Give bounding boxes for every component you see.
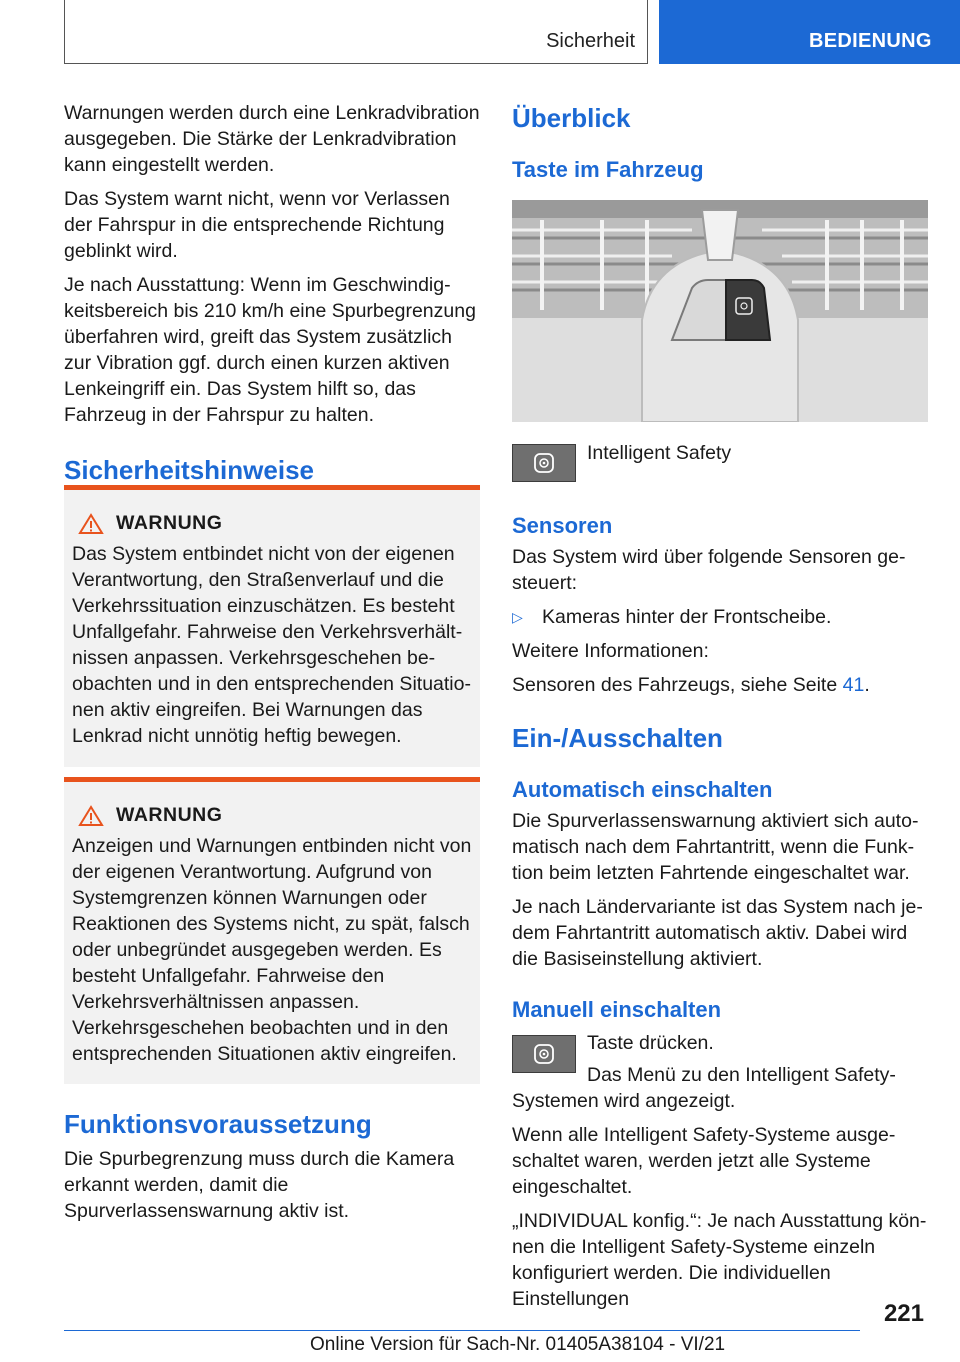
paragraph: Die Spurbegrenzung muss durch die Kamera erkannt werden, damit die Spurverlassenswarnung aktiv ist. [64,1148,455,1222]
chapter-tab: BEDIENUNG [659,0,960,64]
intelligent-safety-button-icon [512,1035,576,1073]
paragraph: Das System wird über folgende Sensoren gesteuert: [512,546,906,594]
page-number: 221 [883,1300,924,1327]
footer-text: Online Version für Sach-Nr. 01405A38104 - VI/21 [310,1334,726,1355]
warning-title: WARNUNG [116,804,223,826]
warning-triangle-icon [78,805,104,827]
step-text: Das Menü zu den Intelligent Safety- [587,1064,896,1086]
manual-section [512,1088,928,1320]
paragraph: Warnungen werden durch eine Lenkradvibration ausgegeben. Die Stärke der Lenkradvibration kann eingestellt werden. [64,102,480,176]
warning-title: WARNUNG [116,512,223,534]
overview-heading: Überblick [512,103,631,133]
warning-text: Anzeigen und Warnungen entbinden nicht von der eigenen Verantwortung. Aufgrund von Systemgrenzen können Warnungen oder Reaktionen des Systems nicht, zu spät, falsch oder unbegründet ausgegeben werden. Es besteht Unfallgefahr. Fahrweise den Verkehrsverhältnissen anpassen. Verkehrsgeschehen beobachten und in den entsprechenden Situationen aktiv eingreifen. [72,835,472,1065]
paragraph: Wenn alle Intelligent Safety-Systeme ausgeschaltet waren, werden jetzt alle Systeme eingeschaltet. [512,1124,896,1198]
warning-box [64,777,480,1084]
vehicle-button-photo [512,200,928,422]
triangle-bullet-icon: ▷ [512,609,523,625]
button-heading: Taste im Fahrzeug [512,157,704,182]
header-frame [64,0,648,64]
paragraph: Weitere Informationen: [512,640,709,662]
paragraph: Das System warnt nicht, wenn vor Verlassen der Fahrspur in die entsprechende Richtung geblinkt wird. [64,188,450,262]
warning-triangle-icon [78,513,104,535]
section-title: Sicherheit [546,30,635,52]
paragraph: „INDIVIDUAL konfig.“: Je nach Ausstattung können die Intelligent Safety-Systeme einzeln konfiguriert werden. Die individuellen Einstellungen [512,1210,927,1310]
sensors-heading: Sensoren [512,513,613,538]
paragraph: Die Spurverlassenswarnung aktiviert sich automatisch nach dem Fahrtantritt, wenn die Funktion beim letzten Fahrtende eingeschaltet war. [512,810,919,884]
auto-heading: Automatisch einschalten [512,777,773,802]
left-column [64,100,480,486]
intelligent-safety-button-icon [512,444,576,482]
button-caption: Intelligent Safety [587,442,732,464]
step-text: Taste drücken. [587,1032,714,1054]
left-column-bottom [64,1108,480,1232]
safety-heading: Sicherheitshinweise [64,455,314,485]
paragraph: Je nach Ländervariante ist das System nach jedem Fahrtantritt automatisch aktiv. Dabei wird die Basiseinstellung aktiviert. [512,896,923,970]
list-item [512,604,928,630]
list-item-text: Kameras hinter der Frontscheibe. [542,606,832,628]
right-column-top [512,102,928,184]
cross-reference: Sensoren des Fahrzeugs, siehe Seite 41. [512,674,870,696]
warning-text: Das System entbindet nicht von der eigenen Verantwortung, den Straßenverlauf und die Verkehrssituation einzuschätzen. Es besteht Unfallgefahr. Fahrweise den Verkehrsverhältnissen anpassen. Verkehrsgeschehen beobachten und in den entsprechenden Situationen aktiv eingreifen. Bei Warnungen das Lenkrad nicht unnötig heftig bewegen. [72,543,471,747]
sensors-section [512,512,928,1024]
warning-box [64,485,480,767]
step-text: Systemen wird angezeigt. [512,1090,736,1112]
onoff-heading: Ein-/Ausschalten [512,723,723,753]
paragraph: Je nach Ausstattung: Wenn im Geschwindigkeitsbereich bis 210 km/h eine Spurbegrenzung überfahren wird, greift das System zusätzlich zur Vibration ggf. durch einen kurzen aktiven Lenkeingriff ein. Das System hilft so, das Fahrzeug in der Fahrspur zu halten. [64,274,476,426]
footer-rule [64,1330,860,1331]
function-heading: Funktionsvoraussetzung [64,1109,372,1139]
manual-heading: Manuell einschalten [512,997,722,1022]
page-link[interactable]: 41 [842,674,865,696]
